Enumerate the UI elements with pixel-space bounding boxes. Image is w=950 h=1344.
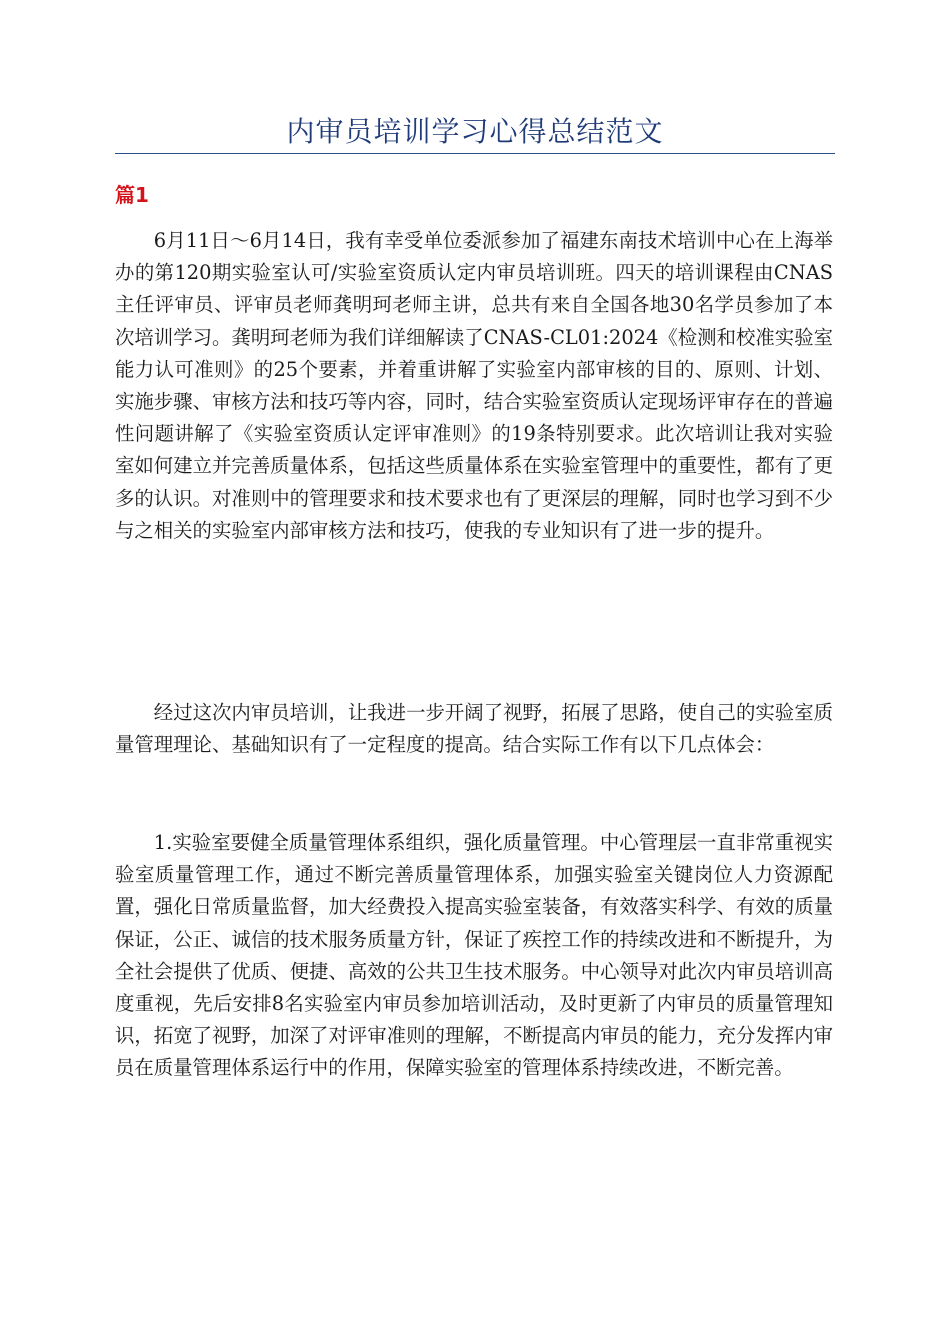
paragraph-1: 6月11日～6月14日，我有幸受单位委派参加了福建东南技术培训中心在上海举办的第120期实验室认可/实验室资质认定内审员培训班。四天的培训课程由CNAS主任评审员、评审员老师龚明珂老师主讲，总共有来自全国各地30名学员参加了本次培训学习。龚明珂老师为我们详细解读了CNAS-CL01:2024《检测和校准实验室能力认可准则》的25个要素，并着重讲解了实验室内部审核的目的、原则、计划、实施步骤、审核方法和技巧等内容，同时，结合实验室资质认定现场评审存在的普遍性问题讲解了《实验室资质认定评审准则》的19条特别要求。此次培训让我对实验室如何建立并完善质量体系，包括这些质量体系在实验室管理中的重要性，都有了更多的认识。对准则中的管理要求和技术要求也有了更深层的理解，同时也学习到不少与之相关的实验室内部审核方法和技巧，使我的专业知识有了进一步的提升。 — [115, 229, 833, 542]
document-title: 内审员培训学习心得总结范文 — [286, 115, 664, 148]
title-divider — [115, 153, 835, 154]
section-heading: 篇1 — [115, 183, 149, 207]
paragraph-2: 经过这次内审员培训，让我进一步开阔了视野，拓展了思路，使自己的实验室质量管理理论、基础知识有了一定程度的提高。结合实际工作有以下几点体会： — [115, 701, 833, 757]
paragraph-3: 1.实验室要健全质量管理体系组织，强化质量管理。中心管理层一直非常重视实验室质量管理工作，通过不断完善质量管理体系，加强实验室关键岗位人力资源配置，强化日常质量监督，加大经费投入提高实验室装备，有效落实科学、有效的质量保证，公正、诚信的技术服务质量方针，保证了疾控工作的持续改进和不断提升，为全社会提供了优质、便捷、高效的公共卫生技术服务。中心领导对此次内审员培训高度重视，先后安排8名实验室内审员参加培训活动，及时更新了内审员的质量管理知识，拓宽了视野，加深了对评审准则的理解，不断提高内审员的能力，充分发挥内审员在质量管理体系运行中的作用，保障实验室的管理体系持续改进，不断完善。 — [115, 831, 833, 1080]
